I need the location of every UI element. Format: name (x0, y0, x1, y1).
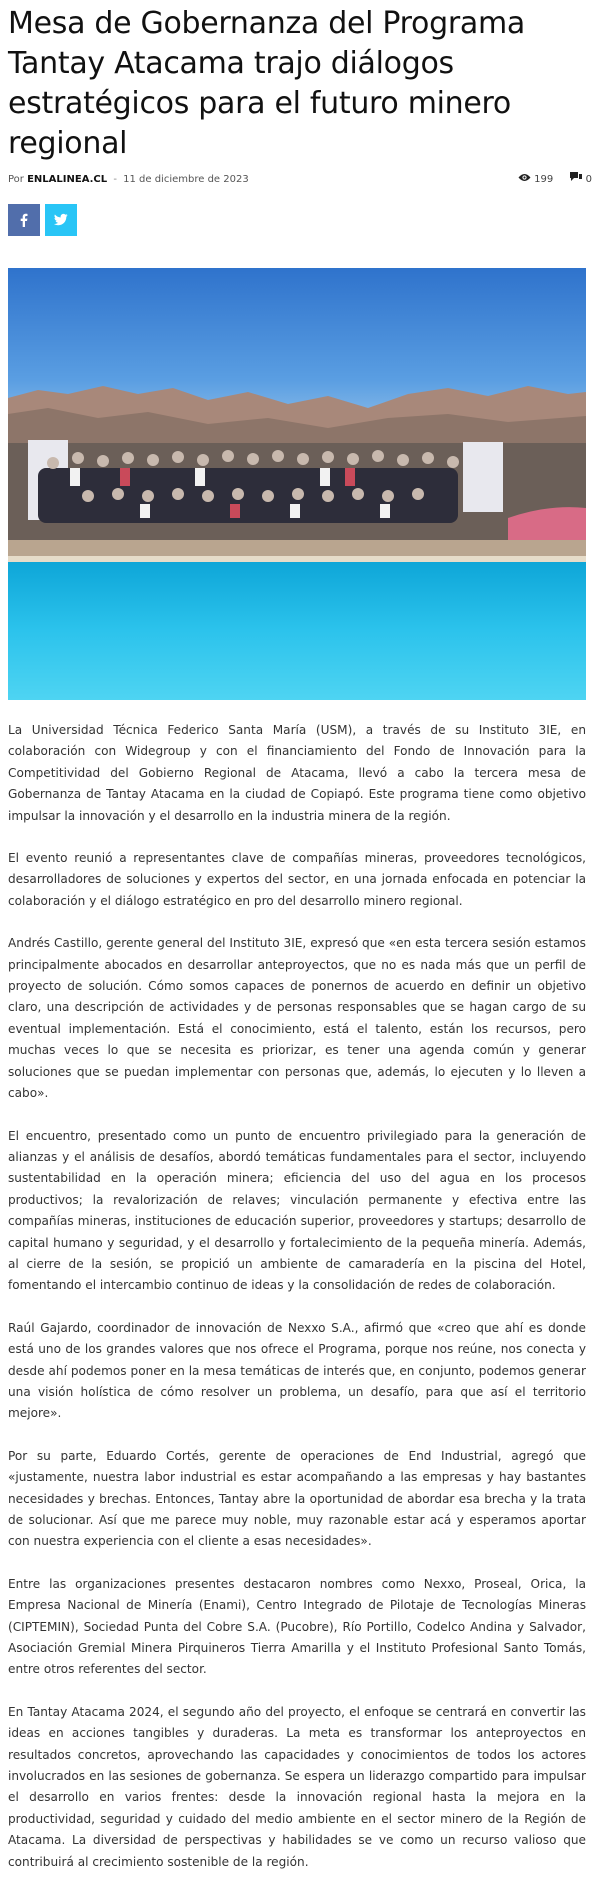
publish-date: 11 de diciembre de 2023 (123, 174, 249, 185)
by-label: Por (8, 174, 24, 185)
twitter-icon (54, 213, 68, 227)
views-count: 199 (534, 174, 554, 185)
article-paragraph: Por su parte, Eduardo Cortés, gerente de operaciones de End Industrial, agregó que «justamente, nuestra labor industrial es estar acompañando a las empresas y hay bastantes necesidades y brechas. Entonces, Tantay abre la oportunidad de abordar esa brecha y la trata de solucionar. Así que me parece muy noble, muy razonable estar acá y esperamos aportar con nuestra experiencia con el cliente a esas necesidades». (8, 1448, 586, 1549)
article-body (8, 720, 586, 1873)
article-container (8, 0, 598, 1873)
article-paragraph: La Universidad Técnica Federico Santa María (USM), a través de su Instituto 3IE, en colaboración con Widegroup y con el financiamiento del Fondo de Innovación para la Competitividad del Gobierno Regional de Atacama, llevó a cabo la tercera mesa de Gobernanza de Tantay Atacama en la ciudad de Copiapó. Este programa tiene como objetivo impulsar la innovación y el desarrollo en la industria minera de la región. (8, 723, 586, 823)
share-buttons (8, 204, 598, 236)
article-paragraph: Andrés Castillo, gerente general del Instituto 3IE, expresó que «en esta tercera sesión estamos principalmente abocados en desarrollar anteproyectos, que no es nada más que un perfil de proyecto de solución. Cómo somos capaces de ponernos de acuerdo en definir un objetivo claro, una descripción de actividades y de personas responsables que se hagan cargo de su eventual implementación. Está el conocimiento, está el talento, están los recursos, pero muchas veces lo que se necesita es priorizar, es tener una agenda común y generar soluciones que se puedan implementar con personas que, además, lo ejecuten y lo lleven a cabo». (8, 936, 586, 1101)
twitter-share-button[interactable] (45, 204, 77, 236)
article-meta (8, 170, 598, 190)
article-paragraph: El encuentro, presentado como un punto de encuentro privilegiado para la generación de alianzas y el análisis de desafíos, abordó temáticas fundamentales para el sector, incluyendo sustentabilidad en la operación minera; eficiencia del uso del agua en los procesos productivos; la revalorización de relaves; vinculación permanente y efectiva entre las compañías mineras, instituciones de educación superior, proveedores y startups; desarrollo de capital humano y seguridad, y el desarrollo y fortalecimiento de la pequeña minería. Además, al cierre de la sesión, se propició un ambiente de camaradería en la piscina del Hotel, fomentando el intercambio continuo de ideas y la consolidación de redes de colaboración. (8, 1128, 586, 1293)
eye-icon (518, 170, 531, 190)
article-paragraph: Raúl Gajardo, coordinador de innovación de Nexxo S.A., afirmó que «creo que ahí es donde está uno de los grandes valores que nos ofrece el Programa, porque nos reúne, nos conecta y desde ahí podemos poner en la mesa temáticas de interés que, en conjunto, podemos generar una visión holística de cómo resolver un problema, un desafío, para que así el territorio mejore». (8, 1320, 586, 1421)
article-paragraph: En Tantay Atacama 2024, el segundo año del proyecto, el enfoque se centrará en convertir las ideas en acciones tangibles y duraderas. La meta es transformar los anteproyectos en resultados concretos, aprovechando las capacidades y conocimientos de todos los actores involucrados en las sesiones de gobernanza. Se espera un liderazgo compartido para impulsar el desarrollo en varios frentes: desde la innovación regional hasta la mejora en la productividad, seguridad y cuidado del medio ambiente en el sector minero de la Región de Atacama. La diversidad de perspectivas y habilidades se ve como un recurso valioso que contribuirá al crecimiento sostenible de la región. (8, 1704, 586, 1869)
author-link[interactable]: ENLALINEA.CL (27, 174, 108, 185)
article-stats (518, 170, 592, 191)
article-photo (8, 268, 586, 700)
facebook-share-button[interactable] (8, 204, 40, 236)
comments-count[interactable]: 0 (585, 174, 592, 185)
meta-separator: - (113, 174, 117, 185)
article-title: Mesa de Gobernanza del Programa Tantay Atacama trajo diálogos estratégicos para el futuro minero regional (8, 6, 525, 161)
article-paragraph: El evento reunió a representantes clave de compañías mineras, proveedores tecnológicos, desarrolladores de soluciones y expertos del sector, en una jornada enfocada en potenciar la colaboración y el diálogo estratégico en pro del desarrollo minero regional. (8, 851, 586, 908)
article-paragraph: Entre las organizaciones presentes destacaron nombres como Nexxo, Proseal, Orica, la Empresa Nacional de Minería (Enami), Centro Integrado de Pilotaje de Tecnologías Mineras (CIPTEMIN), Sociedad Punta del Cobre S.A. (Pucobre), Río Portillo, Codelco Andina y Salvador, Asociación Gremial Minera Pirquineros Tierra Amarilla y el Instituto Profesional Santo Tomás, entre otros referentes del sector. (8, 1576, 586, 1677)
facebook-icon (17, 213, 31, 227)
comment-icon[interactable] (570, 170, 582, 190)
